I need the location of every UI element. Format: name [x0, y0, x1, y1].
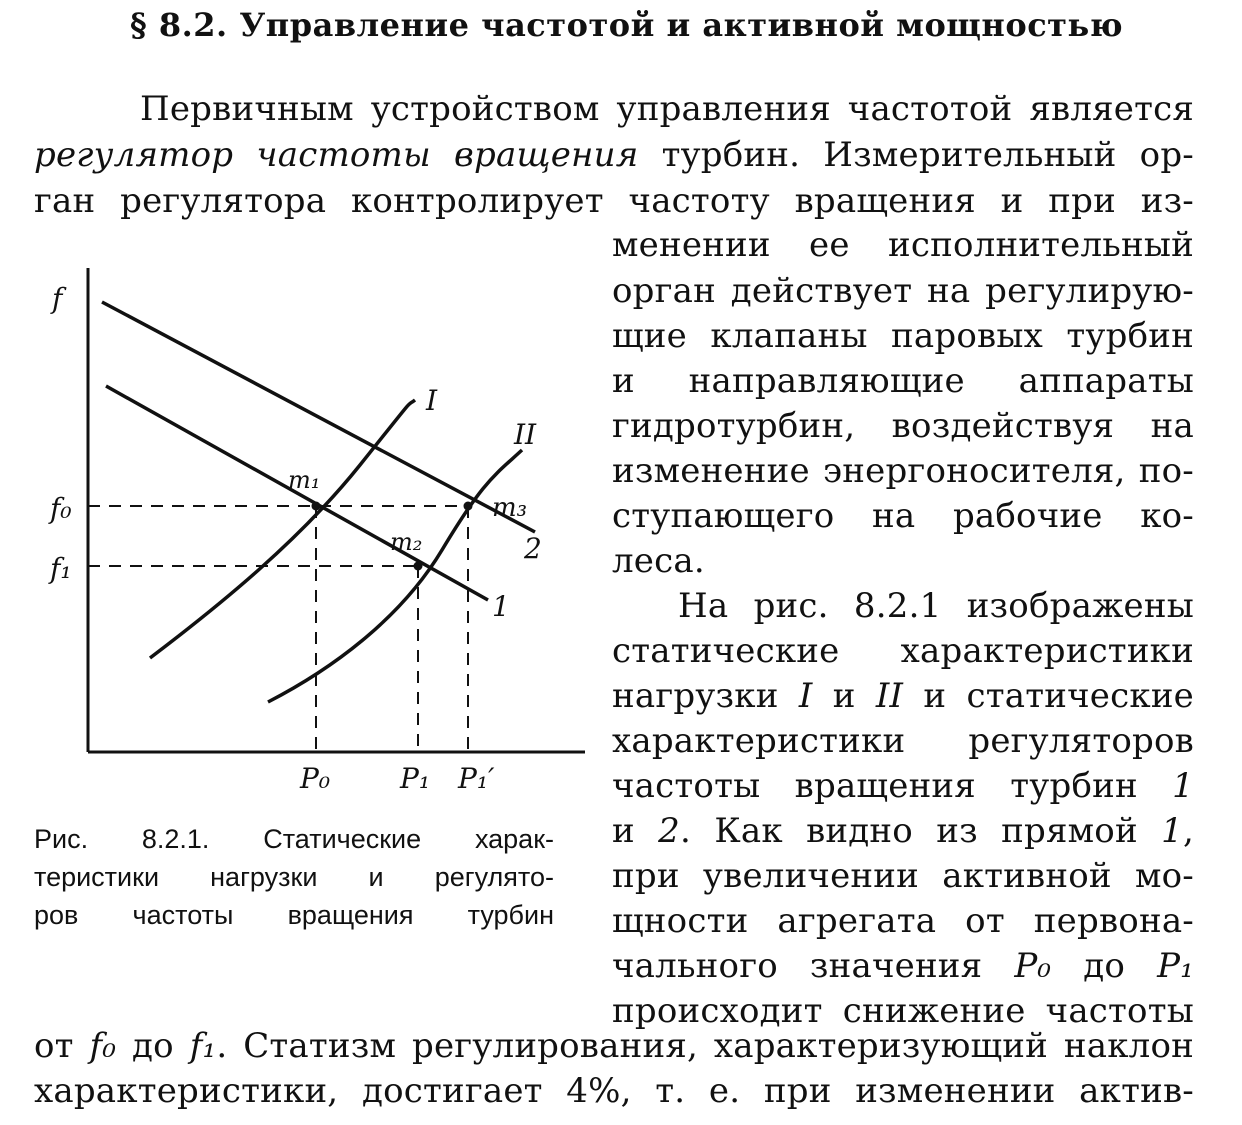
text-line: леса.: [612, 541, 705, 581]
figure-caption: [34, 820, 554, 934]
caption-line: теристики нагрузки и регулято-: [34, 862, 554, 892]
y-axis-label: f: [52, 282, 63, 315]
f1-label: f₁: [50, 552, 72, 585]
text-line: щие клапаны паровых турбин: [612, 316, 1194, 356]
text-line: характеристики регуляторов: [612, 721, 1194, 761]
text-line: и направляющие аппараты: [612, 361, 1194, 401]
text-line: [34, 132, 1194, 178]
p1prime-label: P₁′: [458, 762, 495, 795]
text-line: изменение энергоносителя, по-: [612, 451, 1194, 491]
line-2-label: 2: [524, 532, 542, 565]
text-line: Первичным устройством управления частотой является: [140, 89, 1194, 129]
f0-label: f₀: [50, 492, 72, 525]
text-fragment: турбин. Измерительный ор-: [638, 135, 1194, 175]
load-curve-I: [150, 400, 415, 658]
text-line: гидротурбин, воздействуя на: [612, 406, 1194, 446]
figure-8-2-1: [30, 260, 600, 805]
curve-II-label: II: [514, 418, 537, 451]
text-line: нагрузки I и II и статические: [612, 676, 1194, 716]
italic-term: регулятор частоты вращения: [34, 135, 639, 175]
text-line: от f₀ до f₁. Статизм регулирования, характеризующий наклон: [34, 1026, 1195, 1066]
text-line: ступающего на рабочие ко-: [612, 496, 1194, 536]
p1-label: P₁: [400, 762, 431, 795]
curve-I-label: I: [426, 384, 438, 417]
text-line: статические характеристики: [612, 631, 1194, 671]
caption-line: Рис. 8.2.1. Статические харак-: [34, 824, 554, 854]
text-line: происходит снижение частоты: [612, 991, 1194, 1031]
line-1-label: 1: [492, 590, 510, 623]
text-line: частоты вращения турбин 1: [612, 766, 1194, 806]
m2-label: m₂: [390, 528, 423, 556]
regulator-line-2: [102, 302, 535, 532]
text-line: ган регулятора контролирует частоту вращения и при из-: [34, 181, 1194, 221]
text-line: щности агрегата от первона-: [612, 901, 1194, 941]
text-line: при увеличении активной мо-: [612, 856, 1194, 896]
text-line: и 2. Как видно из прямой 1,: [612, 811, 1194, 851]
m3-label: m₃: [492, 493, 528, 523]
p0-label: P₀: [300, 762, 331, 795]
text-line: менении ее исполнительный: [612, 225, 1194, 265]
section-heading: § 8.2. Управление частотой и активной мощностью: [130, 6, 1124, 44]
point-m1: [312, 502, 321, 511]
caption-line: ров частоты вращения турбин: [34, 900, 554, 930]
point-m2: [414, 562, 423, 571]
text-line: На рис. 8.2.1 изображены: [678, 586, 1194, 626]
text-line: орган действует на регулирую-: [612, 271, 1194, 311]
point-m3: [464, 502, 473, 511]
m1-label: m₁: [288, 466, 321, 494]
text-line: характеристики, достигает 4%, т. е. при изменении актив-: [34, 1071, 1194, 1111]
text-line: чального значения P₀ до P₁: [612, 946, 1194, 986]
